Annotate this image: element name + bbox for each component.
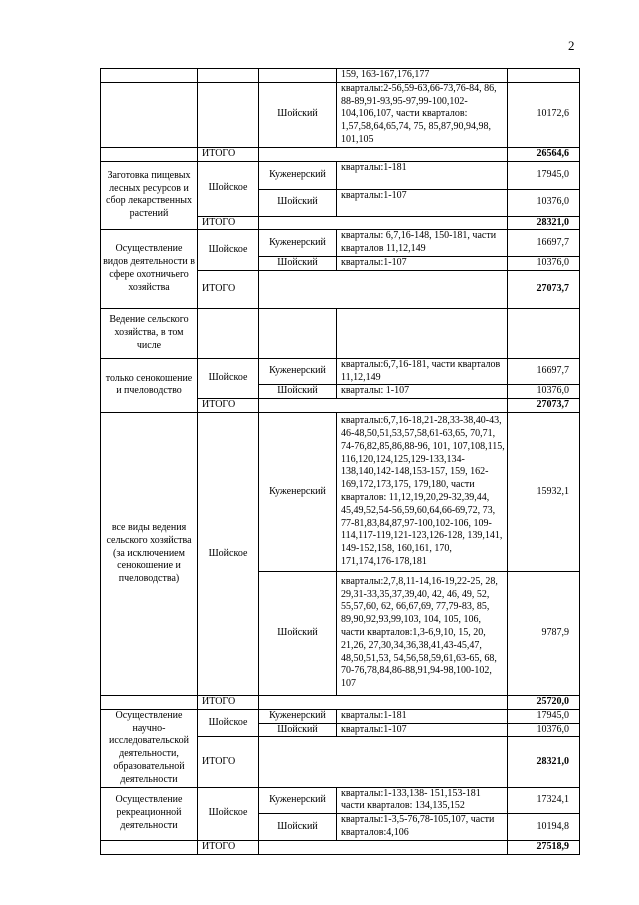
- area-cell: 10376,0: [508, 256, 580, 270]
- quarters-cell: кварталы: 6,7,16-148, 150-181, части кварталов 11,12,149: [337, 230, 508, 257]
- table-row: [101, 69, 580, 83]
- area-cell: 10172,6: [508, 82, 580, 147]
- quarters-cell: кварталы:1-181: [337, 709, 508, 723]
- total-area: 26564,6: [508, 147, 580, 161]
- table-row: [101, 709, 580, 723]
- table-row: [101, 412, 580, 571]
- area-cell: 15932,1: [508, 412, 580, 571]
- district-cell: Шойское: [198, 412, 259, 695]
- district-cell: Шойское: [198, 358, 259, 398]
- activity-cell: Осуществление рекреационной деятельности: [101, 787, 198, 840]
- activity-cell: Осуществление видов деятельности в сфере охотничьего хозяйства: [101, 230, 198, 308]
- total-label: ИТОГО: [198, 147, 259, 161]
- table-row: [101, 358, 580, 385]
- table-row: [101, 230, 580, 257]
- total-label: ИТОГО: [198, 270, 259, 308]
- forestry-cell: Шойский: [259, 571, 337, 695]
- total-area: 27073,7: [508, 399, 580, 413]
- table-row: [101, 787, 580, 814]
- activity-cell: Ведение сельского хозяйства, в том числе: [101, 308, 198, 358]
- total-label: ИТОГО: [198, 399, 259, 413]
- forestry-cell: Куженерский: [259, 787, 337, 814]
- area-cell: 10376,0: [508, 723, 580, 737]
- total-row: [101, 840, 580, 854]
- quarters-cell: кварталы:1-107: [337, 189, 508, 216]
- area-cell: 16697,7: [508, 358, 580, 385]
- activity-cell: только сенокошение и пчеловодство: [101, 358, 198, 412]
- quarters-cell: кварталы:6,7,16-18,21-28,33-38,40-43, 46-48,50,51,53,57,58,61-63,65, 70,71, 74-76,82,85,86,88-96, 101, 107,108,115, 116,120,124,125,129-133,134- 138,140,142-148,153-157, 159, 162-169,172,173,175, 179,180, части кварталов: 11,12,19,20,29-32,39,44, 45,49,52,54-56,59,60,64,66-69,72, 73, 77-81,83,84,87,97-100,102-106, 109-114,117-119,121-123,126-128, 139,141, 149-152,158, 160,161, 170, 171,174,176-178,181: [337, 412, 508, 571]
- page-number: 2: [568, 38, 575, 53]
- activity-cell: Осуществление научно-исследовательской деятельности, образовательной деятельности: [101, 709, 198, 787]
- quarters-cell: кварталы: 1-107: [337, 385, 508, 399]
- forestry-cell: Куженерский: [259, 161, 337, 189]
- area-cell: 17324,1: [508, 787, 580, 814]
- area-cell: 10376,0: [508, 385, 580, 399]
- total-row: [101, 147, 580, 161]
- forestry-cell: Шойский: [259, 189, 337, 216]
- table-row: [101, 308, 580, 358]
- area-cell: 17945,0: [508, 709, 580, 723]
- area-cell: 9787,9: [508, 571, 580, 695]
- forestry-cell: Куженерский: [259, 230, 337, 257]
- forestry-cell: Шойский: [259, 814, 337, 841]
- quarters-cell: кварталы:2-56,59-63,66-73,76-84, 86, 88-89,91-93,95-97,99-100,102-104,106,107, части кварталов: 1,57,58,64,65,74, 75, 85,87,90,94,98, 101,105: [337, 82, 508, 147]
- activity-cell: все виды ведения сельского хозяйства (за исключением сенокошение и пчеловодства): [101, 412, 198, 695]
- forestry-cell: Куженерский: [259, 709, 337, 723]
- district-cell: Шойское: [198, 161, 259, 216]
- total-area: 25720,0: [508, 695, 580, 709]
- total-label: ИТОГО: [198, 737, 259, 787]
- forestry-cell: Куженерский: [259, 358, 337, 385]
- lease-areas-table: [100, 68, 580, 855]
- total-label: ИТОГО: [198, 695, 259, 709]
- total-label: ИТОГО: [198, 840, 259, 854]
- table-row: [101, 82, 580, 147]
- quarters-cell: кварталы:1-181: [337, 161, 508, 189]
- total-area: 27518,9: [508, 840, 580, 854]
- district-cell: Шойское: [198, 787, 259, 840]
- area-cell: 10376,0: [508, 189, 580, 216]
- quarters-cell: кварталы:1-133,138- 151,153-181 части кварталов: 134,135,152: [337, 787, 508, 814]
- quarters-cell: кварталы:1-107: [337, 723, 508, 737]
- quarters-cell: 159, 163-167,176,177: [337, 69, 508, 83]
- district-cell: Шойское: [198, 230, 259, 270]
- quarters-cell: кварталы:1-107: [337, 256, 508, 270]
- quarters-cell: кварталы:1-3,5-76,78-105,107, части кварталов:4,106: [337, 814, 508, 841]
- area-cell: 17945,0: [508, 161, 580, 189]
- total-area: 28321,0: [508, 216, 580, 230]
- table-row: [101, 161, 580, 189]
- area-cell: 10194,8: [508, 814, 580, 841]
- total-label: ИТОГО: [198, 216, 259, 230]
- total-row: [101, 695, 580, 709]
- quarters-cell: кварталы:6,7,16-181, части кварталов 11,12,149: [337, 358, 508, 385]
- activity-cell: Заготовка пищевых лесных ресурсов и сбор лекарственных растений: [101, 161, 198, 230]
- total-area: 27073,7: [508, 270, 580, 308]
- forestry-cell: Шойский: [259, 256, 337, 270]
- total-area: 28321,0: [508, 737, 580, 787]
- area-cell: 16697,7: [508, 230, 580, 257]
- forestry-cell: Шойский: [259, 82, 337, 147]
- quarters-cell: кварталы:2,7,8,11-14,16-19,22-25, 28, 29,31-33,35,37,39,40, 42, 46, 49, 52, 55,57,60, 62, 66,67,69, 77,79-83, 85, 89,90,92,93,99,103, 104, 105, 106, части кварталов:1,3-6,9,10, 15, 20, 21,26, 27,30,34,36,38,41,43-45,47, 48,50,51,53, 54,56,58,59,61,63-65, 68, 70-76,78,84,86-88,91,94-98,100-102, 107: [337, 571, 508, 695]
- district-cell: Шойское: [198, 709, 259, 737]
- forestry-cell: Куженерский: [259, 412, 337, 571]
- forestry-cell: Шойский: [259, 385, 337, 399]
- forestry-cell: Шойский: [259, 723, 337, 737]
